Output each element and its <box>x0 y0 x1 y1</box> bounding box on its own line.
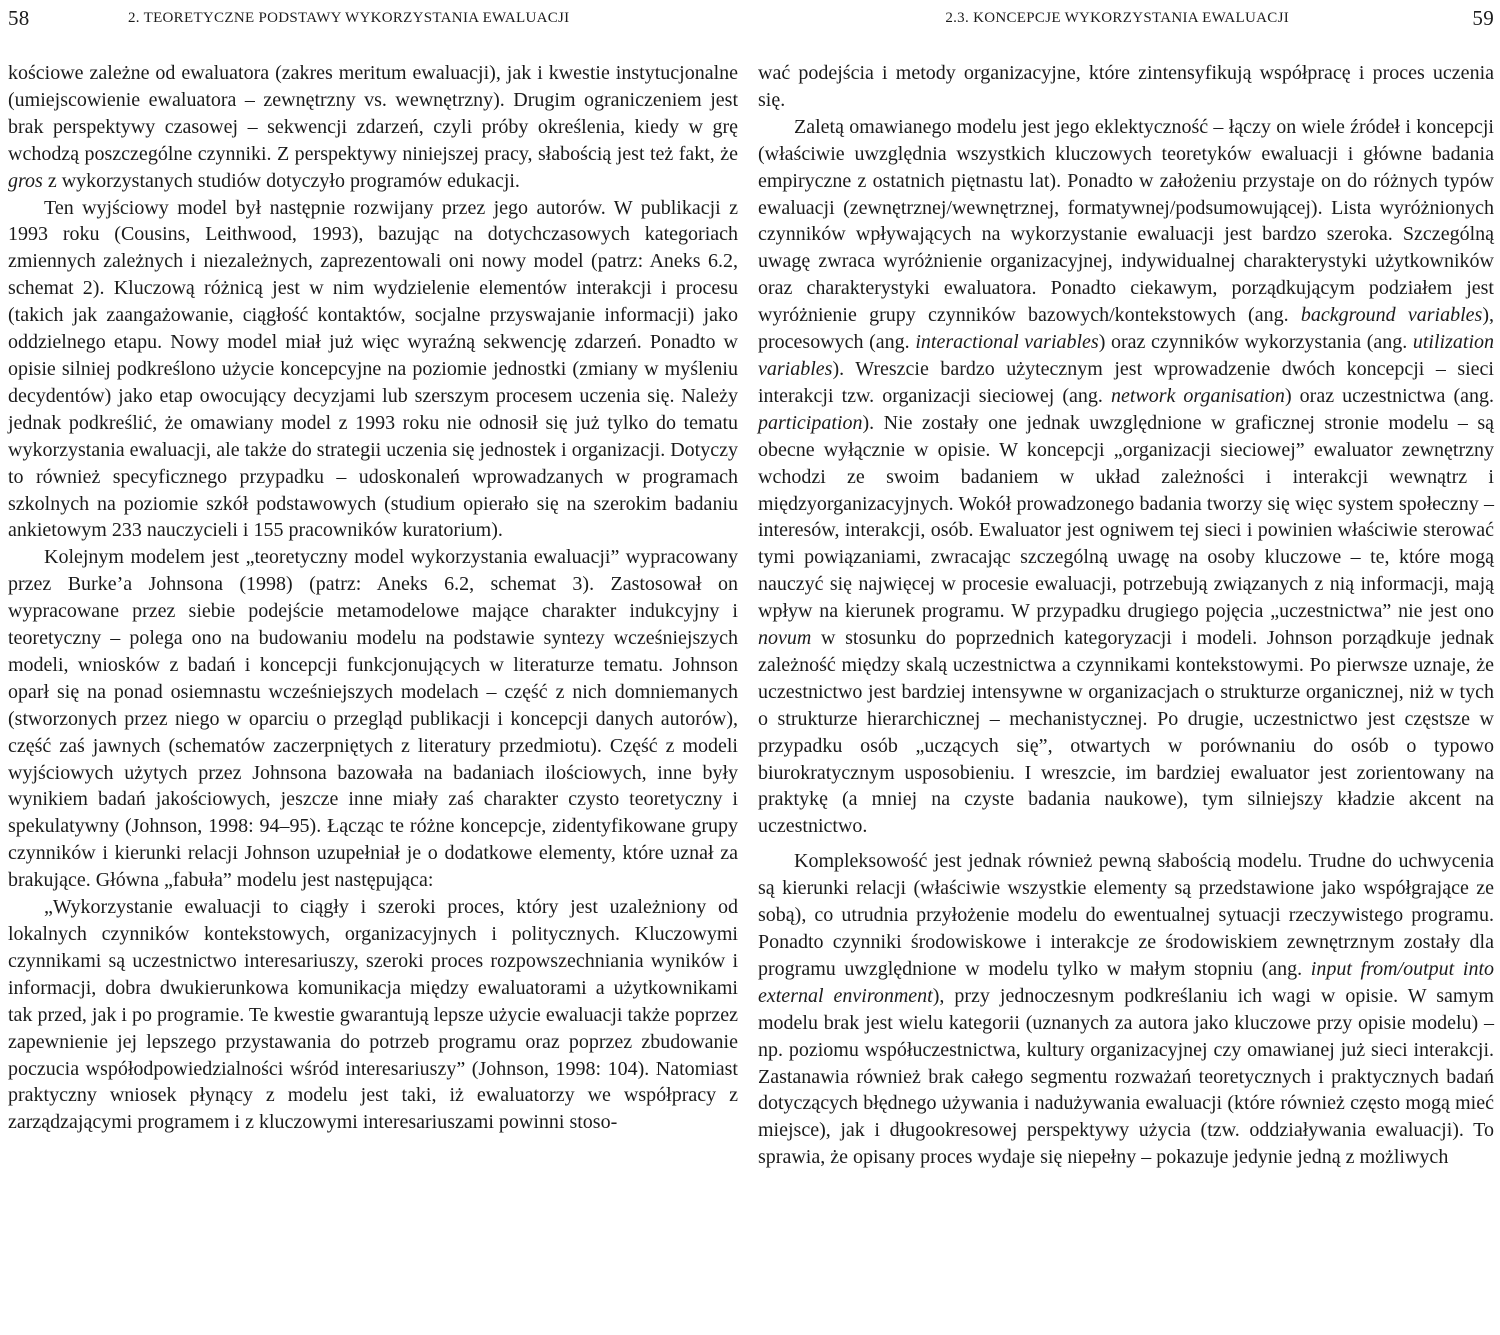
text-run: ) oraz uczestnictwa (ang. <box>1284 384 1495 407</box>
text-run: kościowe zależne od ewaluatora (zakres meritum ewaluacji), jak i kwestie instytucjonalne (umiejscowienie ewaluatora – zewnętrzny vs. wewnętrzny). Drugim ograniczeniem jest brak perspektywy czasowej – sekwencji zdarzeń, czyli próby określenia, kiedy w grę wchodzą poszczególne czynniki. Z perspektywy niniejszej pracy, słabością jest też fakt, że <box>8 62 738 165</box>
text-run: ) oraz czynników wykorzystania (ang. <box>1098 331 1413 354</box>
italic-term: interactional variables <box>915 331 1099 354</box>
text-run: ), przy jednoczesnym podkreślaniu ich wagi w opisie. W samym modelu brak jest wielu kategorii (uznanych za autora jako kluczowe przy opisie modelu) – np. poziomu współuczestnictwa, kultury organizacyjnej czy omawianej już sieci interakcji. Zastanawia również brak całego segmentu rozważań teoretycznych i praktycznych badań dotyczących błędnego używania i nadużywania ewaluacji (które również często mogą mieć miejsce), jak i długookresowej perspektywy użycia (tzw. oddziaływania ewaluacji). To sprawia, że opisany proces wydaje się niepełny – pokazuje jedynie jedną z możliwych <box>758 984 1494 1169</box>
italic-term: background variables <box>1300 304 1483 327</box>
paragraph <box>758 60 1494 114</box>
italic-term: network organisation <box>1110 384 1285 407</box>
italic-term: novum <box>758 627 812 650</box>
italic-term: gros <box>8 169 43 192</box>
left-page <box>0 0 742 1335</box>
paragraph <box>758 848 1494 1171</box>
right-running-head-title: 2.3. KONCEPCJE WYKORZYSTANIA EWALUACJI <box>945 10 1289 26</box>
italic-term: utilization variables <box>758 331 1494 380</box>
text-run: z wykorzystanych studiów dotyczyło programów edukacji. <box>42 169 520 192</box>
text-run: ). Wreszcie bardzo użytecznym jest wprowadzenie dwóch koncepcji – sieci interakcji tzw. organizacji sieciowej (ang. <box>758 357 1494 407</box>
text-run: Ten wyjściowy model był następnie rozwijany przez jego autorów. W publikacji z 1993 roku (Cousins, Leithwood, 1993), bazując na dotychczasowych kategoriach zmiennych zależnych i niezależnych, zaprezentowali oni nowy model (patrz: Aneks 6.2, schemat 2). Kluczową różnicą jest w nim wydzielenie elementów interakcji i procesu (takich jak zaangażowanie, ciągłość kontaktów, socjalne przyswajanie informacji) jako oddzielnego etapu. Nowy model miał już więc wyraźną sekwencję zdarzeń. Ponadto w opisie silniej podkreślono użycie koncepcyjne na poziomie jednostki (zmiany w myśleniu decydentów) jako etap owocujący decyzjami lub szerszym procesem uczenia się. Należy jednak podkreślić, że omawiany model z 1993 roku nie odnosił się już tylko do tematu wykorzystania ewaluacji, ale także do strategii uczenia się jednostek i organizacji. Dotyczy to również specyficznego przypadku – udoskonaleń wprowadzanych w programach szkolnych na poziomie szkół podstawowych (studium opierało się na szerokim badaniu ankietowym 233 nauczycieli i 155 pracowników kuratorium). <box>8 196 738 542</box>
left-running-head <box>8 0 738 40</box>
text-run: ), procesowych (ang. <box>758 304 1494 354</box>
right-running-head <box>758 0 1494 40</box>
text-run: wać podejścia i metody organizacyjne, które zintensyfikują współpracę i proces uczenia się. <box>758 62 1494 111</box>
text-run: Kompleksowość jest jednak również pewną słabością modelu. Trudne do uchwycenia są kierunki relacji (właściwie wszystkie elementy są przedstawione jako współgrające ze sobą), co utrudnia przyłożenie modelu do ewentualnej sytuacji rzeczywistego programu. Ponadto czynniki środowiskowe i interakcje ze środowiskiem zewnętrznym zostały dla programu uwzględnione w modelu tylko w małym stopniu (ang. <box>758 850 1494 980</box>
text-run: Kolejnym modelem jest „teoretyczny model wykorzystania ewaluacji” wypracowany przez Burke’a Johnsona (1998) (patrz: Aneks 6.2, schemat 3). Zastosował on wypracowane przez siebie podejście metamodelowe mające charakter indukcyjny i teoretyczny – polega ono na budowaniu modelu na podstawie syntezy wcześniejszych modeli, wniosków z badań i koncepcji funkcjonujących w literaturze tematu. Johnson oparł się na ponad osiemnastu wcześniejszych modelach – część z nich domniemanych (stworzonych przez niego w oparciu o przegląd publikacji i koncepcji danych autorów), część zaś jawnych (schematów zaczerpniętych z literatury przedmiotu). Część z modeli wyjściowych użytych przez Johnsona bazowała na badaniach ilościowych, inne były wynikiem badań jakościowych, jeszcze inne miały zaś charakter czysto teoretyczny i spekulatywny (Johnson, 1998: 94–95). Łącząc te różne koncepcje, zidentyfikowane grupy czynników i kierunki relacji Johnson uzupełniał je o dodatkowe elementy, które uznał za brakujące. Główna „fabuła” modelu jest następująca: <box>8 546 738 892</box>
text-run: ). Nie zostały one jednak uwzględnione w graficznej stronie modelu – są obecne wyłącznie w opisie. W koncepcji „organizacji sieciowej” ewaluator zewnętrzny wchodzi ze swoim badaniem w układ zależności i interakcji wewnątrz i międzyorganizacyjnych. Wokół prowadzonego badania tworzy się więc system społeczny – interesów, interakcji, osób. Ewaluator jest ogniwem tej sieci i powinien właściwie sterować tymi powiązaniami, zwracając szczególną uwagę na osoby kluczowe – te, które mogą nauczyć się najwięcej w procesie ewaluacji, potrzebują związanych z nią informacji, mają wpływ na kierunek programu. W przypadku drugiego pojęcia „uczestnictwa” nie jest ono <box>758 411 1494 623</box>
paragraph <box>8 544 738 894</box>
paragraph <box>8 195 738 545</box>
italic-term: input from/output into external environment <box>758 957 1495 1007</box>
right-page <box>758 0 1500 1335</box>
paragraph <box>8 60 738 195</box>
left-page-number: 58 <box>8 6 30 30</box>
italic-term: participation <box>758 411 863 434</box>
text-run: „Wykorzystanie ewaluacji to ciągły i szeroki proces, który jest uzależniony od lokalnych czynników kontekstowych, organizacyjnych i politycznych. Kluczowymi czynnikami są uczestnictwo interesariuszy, szeroki proces rozpowszechniania wyników i informacji, dobra dwukierunkowa komunikacja między ewaluatorami a użytkownikami tak przed, jak i po programie. Te kwestie gwarantują lepsze użycie ewaluacji także poprzez zapewnienie jej lepszego przystawania do potrzeb programu oraz poprzez zbudowanie poczucia współodpowiedzialności wśród interesariuszy” (Johnson, 1998: 104). Natomiast praktyczny wniosek płynący z modelu jest taki, iż ewaluatorzy we współpracy z zarządzającymi programem i z kluczowymi interesariuszami powinni stoso- <box>8 896 738 1134</box>
right-page-number: 59 <box>1472 6 1494 30</box>
text-run: w stosunku do poprzednich kategoryzacji i modeli. Johnson porządkuje jednak zależność między skalą uczestnictwa a czynnikami kontekstowymi. Po pierwsze uznaje, że uczestnictwo jest bardziej intensywne w organizacjach o strukturze organicznej, niż w tych o strukturze hierarchicznej – mechanistycznej. Po drugie, uczestnictwo jest częstsze w przypadku osób „uczących się”, otwartych w porównaniu do osób o typowo biurokratycznym usposobieniu. I wreszcie, im bardziej ewaluator jest zorientowany na praktykę (a mniej na czyste badania naukowe), tym silniejszy kładzie akcent na uczestnictwo. <box>758 627 1494 838</box>
left-body-text <box>8 60 738 1136</box>
left-running-head-title: 2. TEORETYCZNE PODSTAWY WYKORZYSTANIA EWALUACJI <box>128 10 570 26</box>
right-body-text <box>758 60 1494 1171</box>
text-run: Zaletą omawianego modelu jest jego eklektyczność – łączy on wiele źródeł i koncepcji (właściwie uwzględnia wszystkich kluczowych teoretyków ewaluacji i główne badania empiryczne z ostatnich piętnastu lat). Ponadto w założeniu przystaje on do różnych typów ewaluacji (zewnętrznej/wewnętrznej, formatywnej/podsumowującej). Lista wyróżnionych czynników wpływających na wykorzystanie ewaluacji jest bardzo szeroka. Szczególną uwagę zwraca wyróżnienie organizacyjnej, indywidualnej charakterystyki użytkowników oraz charakterystyki ewaluatora. Ponadto ciekawym, porządkującym podziałem jest wyróżnienie grupy czynników bazowych/kontekstowych (ang. <box>758 115 1494 327</box>
paragraph <box>8 894 738 1136</box>
paragraph <box>758 114 1494 840</box>
